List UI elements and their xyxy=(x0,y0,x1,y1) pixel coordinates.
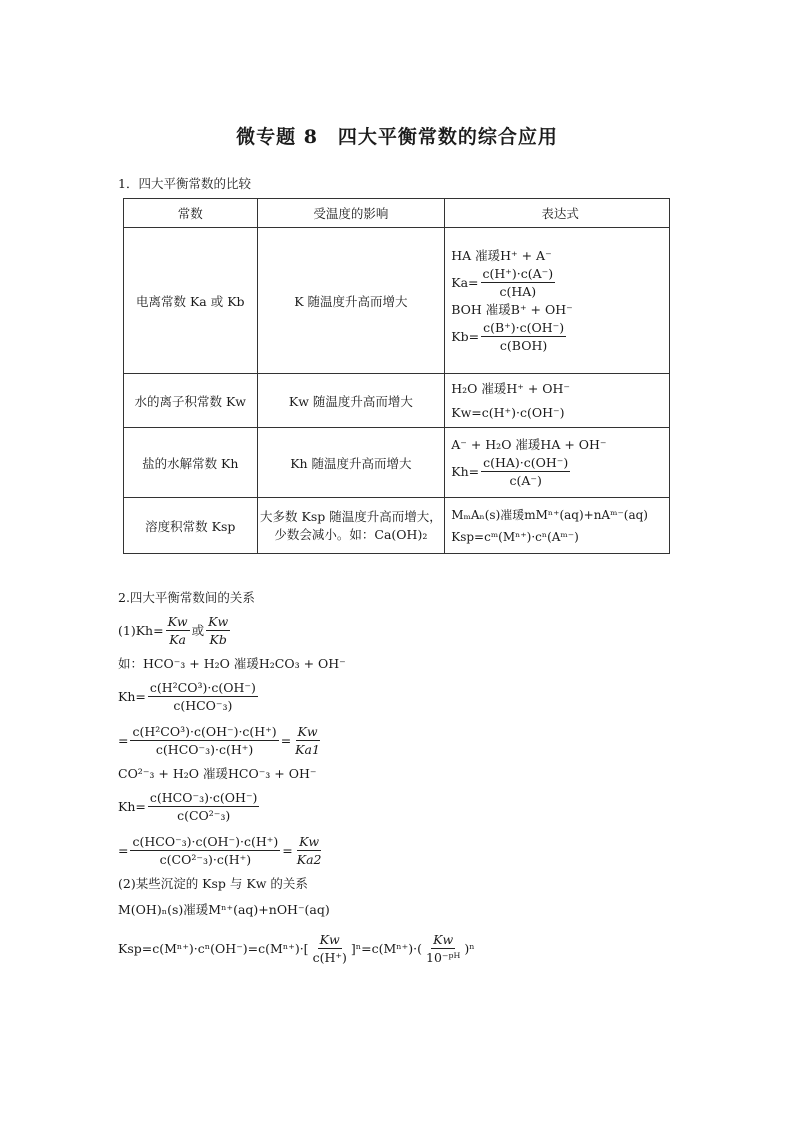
fraction xyxy=(130,724,278,757)
row-expression xyxy=(445,428,670,498)
example-eq-2: CO²⁻₃ + H₂O 凗瑗HCO⁻₃ + OH⁻ xyxy=(118,766,317,781)
denominator: c(H⁺) xyxy=(312,949,347,965)
numerator: c(H²CO³)·c(OH⁻) xyxy=(149,679,256,695)
formula-lhs: Kh= xyxy=(118,688,146,704)
constant-formula xyxy=(451,319,669,355)
temp-line-1: 大多数 Ksp 随温度升高而增大， xyxy=(260,508,442,524)
constant-formula: Kw=c(H⁺)·c(OH⁻) xyxy=(451,404,565,420)
ksp-part-a: Ksp=c(Mⁿ⁺)·cⁿ(OH⁻)=c(Mⁿ⁺)·[ xyxy=(118,940,309,956)
equilibrium-eq: A⁻ + H₂O 凗瑗HA + OH⁻ xyxy=(451,436,607,452)
row-temp: Kh 随温度升高而增大 xyxy=(257,428,445,498)
header-constant: 常数 xyxy=(124,199,258,228)
fraction xyxy=(481,320,566,353)
equilibrium-eq: H₂O 凗瑗H⁺ + OH⁻ xyxy=(451,380,571,396)
relations-section xyxy=(118,586,718,970)
denominator: Ka1 xyxy=(295,741,320,757)
numerator: c(H²CO³)·c(OH⁻)·c(H⁺) xyxy=(132,723,277,739)
kh-expression-2 xyxy=(118,718,718,762)
fraction xyxy=(424,932,462,965)
fraction xyxy=(130,834,280,867)
example-intro: 如：HCO⁻₃ + H₂O 凗瑗H₂CO₃ + OH⁻ xyxy=(118,656,346,671)
fraction xyxy=(293,724,322,757)
row-name: 盐的水解常数 Kh xyxy=(124,428,258,498)
ksp-expression xyxy=(118,926,718,970)
relation-label: (1)Kh= xyxy=(118,622,164,638)
denominator: c(CO²⁻₃)·c(H⁺) xyxy=(159,851,252,867)
formula-lhs: Kh= xyxy=(118,798,146,814)
denominator: c(HCO⁻₃)·c(H⁺) xyxy=(155,741,254,757)
kh-expression-1 xyxy=(118,674,718,718)
numerator: Kw xyxy=(433,931,454,947)
header-expression: 表达式 xyxy=(445,199,670,228)
relation-2-heading: (2)某些沉淀的 Ksp 与 Kw 的关系 xyxy=(118,876,308,891)
fraction xyxy=(206,614,230,647)
relation-1 xyxy=(118,608,718,652)
fraction xyxy=(295,834,324,867)
equals-sign: = xyxy=(280,732,292,748)
table-row xyxy=(124,228,670,374)
row-name: 溶度积常数 Ksp xyxy=(124,498,258,554)
kh-expression-3 xyxy=(118,784,718,828)
page-title: 微专题 8 四大平衡常数的综合应用 xyxy=(236,126,558,148)
ksp-part-c: )ⁿ xyxy=(464,940,475,956)
or-text: 或 xyxy=(191,623,205,638)
table-row xyxy=(124,498,670,554)
fraction xyxy=(481,266,556,299)
row-name: 电离常数 Ka 或 Kb xyxy=(124,228,258,374)
numerator: c(B⁺)·c(OH⁻) xyxy=(483,320,565,335)
ksp-part-b: ]ⁿ=c(Mⁿ⁺)·( xyxy=(350,940,422,956)
section-heading-2: 2.四大平衡常数间的关系 xyxy=(118,590,255,605)
kh-expression-4 xyxy=(118,828,718,872)
numerator: Kw xyxy=(167,613,188,629)
formula-lhs: Kb= xyxy=(451,329,480,344)
numerator: c(H⁺)·c(A⁻) xyxy=(482,266,554,281)
relation-2-eq: M(OH)ₙ(s)凗瑗Mⁿ⁺(aq)+nOH⁻(aq) xyxy=(118,902,330,917)
table-row xyxy=(124,374,670,428)
row-expression xyxy=(445,228,670,374)
fraction xyxy=(148,790,260,823)
header-temperature: 受温度的影响 xyxy=(257,199,445,228)
numerator: Kw xyxy=(297,723,318,739)
equals-sign: = xyxy=(118,732,129,748)
table-header-row xyxy=(124,199,670,228)
denominator: c(A⁻) xyxy=(509,473,542,488)
denominator: 10⁻ᵖᴴ xyxy=(426,949,461,965)
denominator: c(HA) xyxy=(499,284,537,299)
row-expression xyxy=(445,374,670,428)
denominator: Ka xyxy=(169,631,186,647)
fraction xyxy=(311,932,349,965)
row-expression xyxy=(445,498,670,554)
denominator: c(HCO⁻₃) xyxy=(173,697,233,713)
numerator: c(HA)·c(OH⁻) xyxy=(483,455,569,470)
row-temp: Kw 随温度升高而增大 xyxy=(257,374,445,428)
equals-sign: = xyxy=(118,842,129,858)
equals-sign: = xyxy=(282,842,293,858)
table-row xyxy=(124,428,670,498)
numerator: Kw xyxy=(208,613,229,629)
temp-line-2: 少数会减小。如：Ca(OH)₂ xyxy=(274,526,428,542)
fraction xyxy=(148,680,258,713)
fraction xyxy=(481,455,570,488)
formula-lhs: Ka= xyxy=(451,275,479,290)
numerator: c(HCO⁻₃)·c(OH⁻)·c(H⁺) xyxy=(132,833,279,849)
denominator: c(CO²⁻₃) xyxy=(177,807,231,823)
constants-table xyxy=(123,198,670,554)
denominator: Ka2 xyxy=(296,851,322,867)
formula-lhs: Kh= xyxy=(451,464,480,479)
row-temp: K 随温度升高而增大 xyxy=(257,228,445,374)
equilibrium-eq: HA 凗瑗H⁺ + A⁻ xyxy=(451,247,552,263)
equilibrium-eq: MₘAₙ(s)凗瑗mMⁿ⁺(aq)+nAᵐ⁻(aq) xyxy=(451,507,648,522)
fraction xyxy=(166,614,190,647)
numerator: Kw xyxy=(299,833,320,849)
denominator: Kb xyxy=(209,631,227,647)
numerator: Kw xyxy=(319,931,340,947)
constant-formula xyxy=(451,454,669,490)
equilibrium-eq: BOH 凗瑗B⁺ + OH⁻ xyxy=(451,301,573,317)
section-heading-1: 1．四大平衡常数的比较 xyxy=(118,176,251,191)
row-name: 水的离子积常数 Kw xyxy=(124,374,258,428)
denominator: c(BOH) xyxy=(499,338,548,353)
row-temp xyxy=(257,498,445,554)
numerator: c(HCO⁻₃)·c(OH⁻) xyxy=(149,789,258,805)
constant-formula: Ksp=cᵐ(Mⁿ⁺)·cⁿ(Aᵐ⁻) xyxy=(451,529,579,544)
constant-formula xyxy=(451,265,669,301)
